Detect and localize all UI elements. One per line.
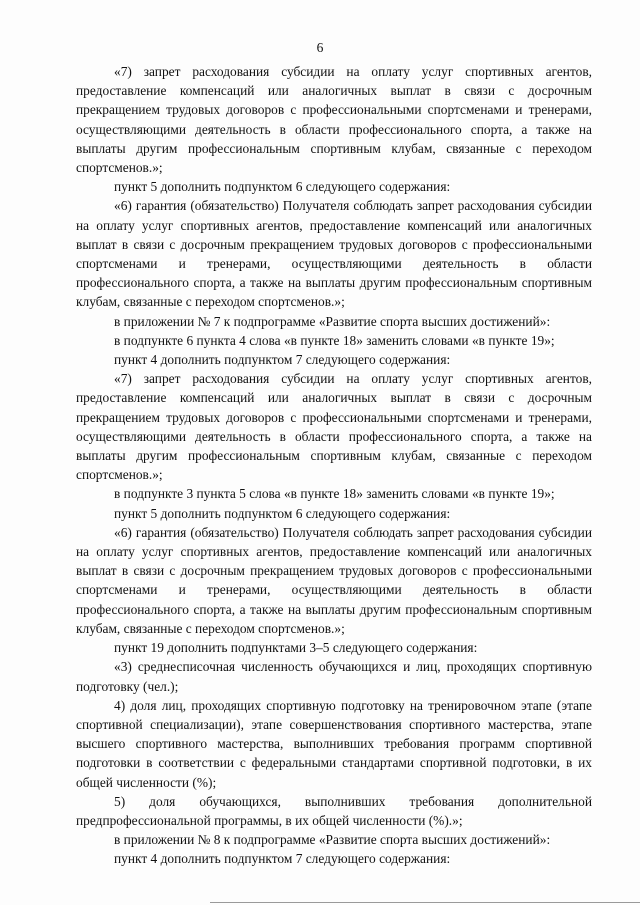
- paragraph-indicator-4: 4) доля лиц, проходящих спортивную подготовку на тренировочном этапе (этапе спортивной специализации), этапе совершенствования спортивного мастерства, этапе высшего спортивного мастерства, выполнивших требования программ спортивной подготовки в соответствии с федеральными стандартами спортивной подготовки, в их общей численности (%);: [76, 697, 592, 790]
- paragraph-point19-add-subs: пункт 19 дополнить подпунктами 3–5 следующего содержания:: [114, 640, 478, 656]
- paragraph-sub7-ban-block-1: «7) запрет расходования субсидии на оплату услуг спортивных агентов, предоставление компенсаций или аналогичных выплат в связи с досрочным прекращением трудовых договоров с профессиональными спортсменами и тренерами, осуществляющими деятельность в области профессионального спорта, а также на выплаты другим профессиональным спортивным клубам, связанные с переходом спортсменов.»;: [76, 64, 592, 176]
- paragraph-point5-add-sub6-2: пункт 5 дополнить подпунктом 6 следующего содержания:: [114, 505, 451, 521]
- paragraph-indicator-3: «3) среднесписочная численность обучающихся и лиц, проходящих спортивную подготовку (чел.);: [76, 659, 592, 694]
- scan-edge-line: [210, 902, 640, 903]
- paragraph-point4-add-sub7-1: пункт 4 дополнить подпунктом 7 следующего содержания:: [114, 352, 451, 368]
- document-body: [76, 62, 592, 869]
- page-number: 6: [316, 40, 324, 55]
- paragraph-indicator-5: 5) доля обучающихся, выполнивших требования дополнительной предпрофессиональной программы, в их общей численности (%).»;: [76, 793, 592, 828]
- paragraph-point5-add-sub6-1: пункт 5 дополнить подпунктом 6 следующего содержания:: [114, 179, 451, 195]
- paragraph-appendix-7-heading: в приложении № 7 к подпрограмме «Развитие спорта высших достижений»:: [114, 313, 551, 329]
- paragraph-appendix-8-heading: в приложении № 8 к подпрограмме «Развитие спорта высших достижений»:: [114, 832, 551, 848]
- paragraph-sub3-point5-replace: в подпункте 3 пункта 5 слова «в пункте 18» заменить словами «в пункте 19»;: [114, 486, 555, 502]
- paragraph-sub6-guarantee-2: «6) гарантия (обязательство) Получателя соблюдать запрет расходования субсидии на оплату услуг спортивных агентов, предоставление компенсаций или аналогичных выплат в связи с досрочным прекращением трудовых договоров с профессиональными спортсменами и тренерами, осуществляющими деятельность в области профессионального спорта, а также на выплаты другим профессиональным спортивным клубам, связанные с переходом спортсменов.»;: [76, 524, 592, 636]
- paragraph-sub7-ban-block-2: «7) запрет расходования субсидии на оплату услуг спортивных агентов, предоставление компенсаций или аналогичных выплат в связи с досрочным прекращением трудовых договоров с профессиональными спортсменами и тренерами, осуществляющими деятельность в области профессионального спорта, а также на выплаты другим профессиональным спортивным клубам, связанные с переходом спортсменов.»;: [76, 371, 592, 483]
- paragraph-sub6-guarantee-1: «6) гарантия (обязательство) Получателя соблюдать запрет расходования субсидии на оплату услуг спортивных агентов, предоставление компенсаций или аналогичных выплат в связи с досрочным прекращением трудовых договоров с профессиональными спортсменами и тренерами, осуществляющими деятельность в области профессионального спорта, а также на выплаты другим профессиональным спортивным клубам, связанные с переходом спортсменов.»;: [76, 198, 592, 310]
- paragraph-point4-add-sub7-2: пункт 4 дополнить подпунктом 7 следующего содержания:: [114, 851, 451, 867]
- paragraph-sub6-point4-replace: в подпункте 6 пункта 4 слова «в пункте 18» заменить словами «в пункте 19»;: [114, 332, 555, 348]
